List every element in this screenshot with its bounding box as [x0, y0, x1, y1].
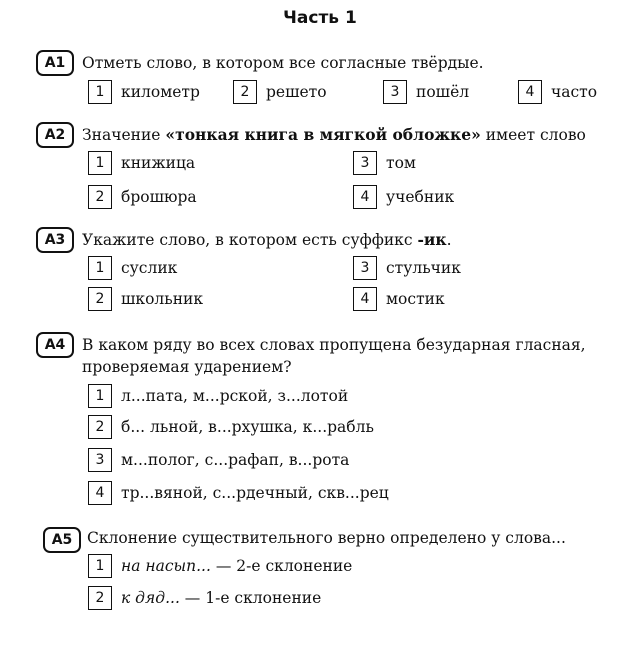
- question-text-line: В каком ряду во всех словах пропущена безударная гласная,: [82, 336, 586, 354]
- question-text-a2: [82, 124, 586, 146]
- option-a2-4[interactable]: [353, 184, 454, 210]
- option-text: книжица: [121, 154, 196, 172]
- question-label-a3: А3: [36, 227, 74, 253]
- option-number-box[interactable]: 4: [353, 185, 377, 209]
- question-text-a5: Склонение существительного верно определено у слова...: [87, 529, 566, 547]
- option-text: б... льной, в...рхушка, к...рабль: [121, 418, 374, 436]
- option-a4-3[interactable]: [88, 447, 349, 473]
- option-number-box[interactable]: 2: [88, 415, 112, 439]
- option-a5-1[interactable]: [88, 553, 352, 579]
- question-text-a3: [82, 229, 452, 251]
- option-number-box[interactable]: 3: [353, 256, 377, 280]
- option-word: к дяд...: [121, 589, 180, 607]
- option-number-box[interactable]: 4: [518, 80, 542, 104]
- question-text-a4: [82, 334, 586, 378]
- question-text-line: проверяемая ударением?: [82, 358, 292, 376]
- option-a3-1[interactable]: [88, 255, 177, 281]
- option-number-box[interactable]: 3: [353, 151, 377, 175]
- part-title: Часть 1: [283, 8, 357, 28]
- question-text-part: .: [446, 231, 452, 249]
- question-label-a2: А2: [36, 122, 74, 148]
- option-text: школьник: [121, 290, 204, 308]
- question-label-a5: А5: [43, 527, 81, 553]
- option-answer: — 2-е склонение: [210, 557, 353, 575]
- option-a2-3[interactable]: [353, 150, 416, 176]
- option-text: суслик: [121, 259, 178, 277]
- option-text: учебник: [386, 188, 455, 206]
- question-text-emphasis: -ик: [417, 230, 447, 249]
- option-a4-2[interactable]: [88, 414, 374, 440]
- option-a1-3[interactable]: [383, 79, 469, 105]
- question-text-part: имеет слово: [480, 126, 586, 144]
- option-a1-2[interactable]: [233, 79, 327, 105]
- option-text: часто: [551, 83, 598, 101]
- option-number-box[interactable]: 1: [88, 80, 112, 104]
- option-text: л...пата, м...рской, з...лотой: [121, 387, 349, 405]
- option-text: брошюра: [121, 188, 197, 206]
- question-text-part: Укажите слово, в котором есть суффикс: [82, 231, 418, 249]
- option-a3-3[interactable]: [353, 255, 461, 281]
- option-number-box[interactable]: 2: [88, 185, 112, 209]
- option-text: мостик: [386, 290, 445, 308]
- option-number-box[interactable]: 1: [88, 554, 112, 578]
- option-a4-1[interactable]: [88, 383, 348, 409]
- option-a2-1[interactable]: [88, 150, 195, 176]
- option-number-box[interactable]: 2: [88, 287, 112, 311]
- option-text: тр...вяной, с...рдечный, скв...рец: [121, 484, 389, 502]
- option-number-box[interactable]: 3: [383, 80, 407, 104]
- option-a3-2[interactable]: [88, 286, 203, 312]
- option-word: на насып...: [121, 557, 211, 575]
- option-number-box[interactable]: 2: [233, 80, 257, 104]
- option-text: м...полог, с...рафап, в...рота: [121, 451, 350, 469]
- option-text: том: [386, 154, 416, 172]
- option-number-box[interactable]: 1: [88, 256, 112, 280]
- option-text: [121, 589, 321, 607]
- question-label-a1: А1: [36, 50, 74, 76]
- question-text-emphasis: «тонкая книга в мягкой обложке»: [165, 125, 481, 144]
- option-answer: — 1-е склонение: [179, 589, 322, 607]
- option-number-box[interactable]: 1: [88, 384, 112, 408]
- option-text: стульчик: [386, 259, 461, 277]
- option-text: пошёл: [416, 83, 470, 101]
- question-text-a1: Отметь слово, в котором все согласные твёрдые.: [82, 54, 484, 72]
- option-number-box[interactable]: 4: [353, 287, 377, 311]
- option-a1-4[interactable]: [518, 79, 597, 105]
- question-text-part: Значение: [82, 126, 166, 144]
- option-a5-2[interactable]: [88, 585, 321, 611]
- option-a3-4[interactable]: [353, 286, 445, 312]
- option-text: решето: [266, 83, 327, 101]
- option-number-box[interactable]: 2: [88, 586, 112, 610]
- option-text: [121, 557, 352, 575]
- option-a4-4[interactable]: [88, 480, 389, 506]
- option-number-box[interactable]: 1: [88, 151, 112, 175]
- option-number-box[interactable]: 4: [88, 481, 112, 505]
- option-text: километр: [121, 83, 200, 101]
- option-number-box[interactable]: 3: [88, 448, 112, 472]
- option-a1-1[interactable]: [88, 79, 200, 105]
- question-label-a4: А4: [36, 332, 74, 358]
- option-a2-2[interactable]: [88, 184, 197, 210]
